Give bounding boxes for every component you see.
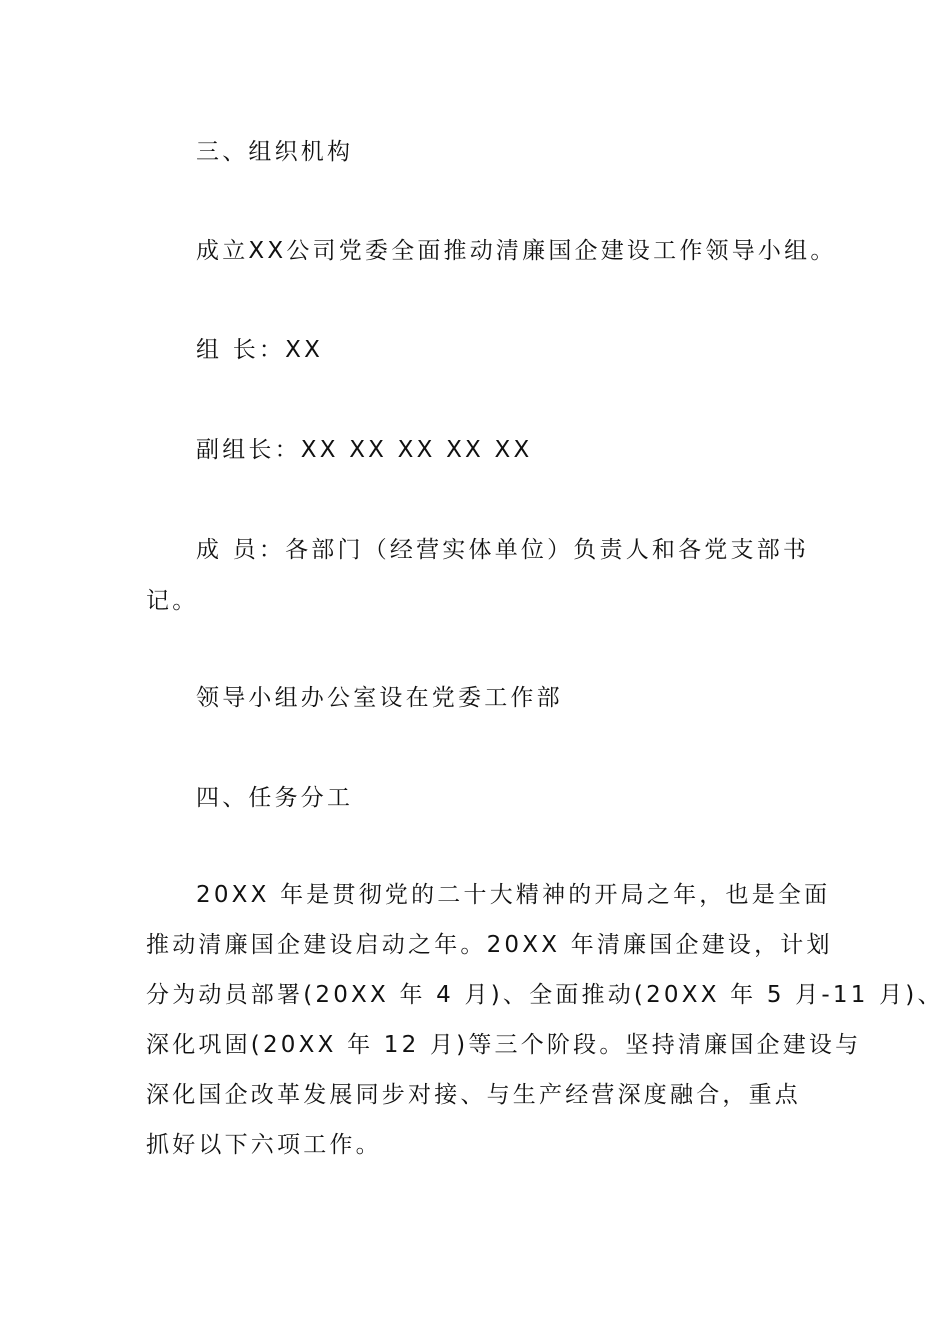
establish-leading-group-text: 成立XX公司党委全面推动清廉国企建设工作领导小组。 bbox=[196, 238, 837, 264]
section-heading-task-division: 四、任务分工 bbox=[196, 785, 354, 811]
members-text-line-2: 记。 bbox=[146, 588, 199, 614]
paragraph-line: 深化国企改革发展同步对接、与生产经营深度融合，重点 bbox=[146, 1082, 801, 1108]
office-location-text: 领导小组办公室设在党委工作部 bbox=[196, 685, 563, 711]
deputy-group-leader-text: 副组长：XX XX XX XX XX bbox=[196, 437, 533, 463]
paragraph-line: 推动清廉国企建设启动之年。20XX 年清廉国企建设，计划 bbox=[146, 932, 833, 958]
members-text-line-1: 成 员：各部门（经营实体单位）负责人和各党支部书 bbox=[196, 537, 810, 563]
group-leader-text: 组 长：XX bbox=[196, 337, 324, 363]
paragraph-line: 深化巩固(20XX 年 12 月)等三个阶段。坚持清廉国企建设与 bbox=[146, 1032, 862, 1058]
paragraph-line: 抓好以下六项工作。 bbox=[146, 1132, 382, 1158]
section-heading-organization: 三、组织机构 bbox=[196, 139, 354, 165]
paragraph-line: 分为动员部署(20XX 年 4 月)、全面推动(20XX 年 5 月-11 月)、 bbox=[146, 982, 944, 1008]
paragraph-line: 20XX 年是贯彻党的二十大精神的开局之年，也是全面 bbox=[196, 882, 831, 908]
task-division-paragraph bbox=[146, 870, 944, 1170]
